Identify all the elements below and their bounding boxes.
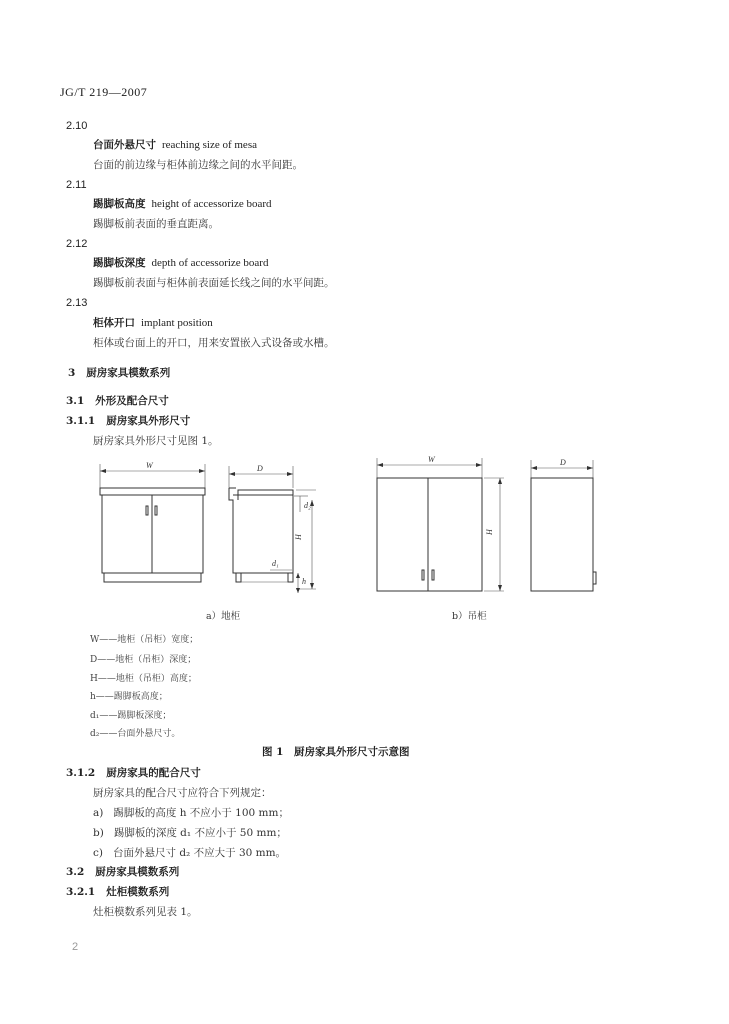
dim-w-label: W <box>146 461 153 470</box>
legend-item: d₁——踢脚板深度； <box>90 711 172 721</box>
section-number: 3.1 <box>66 395 85 407</box>
section-3-2 <box>66 867 179 878</box>
term-en: height of accessorize board <box>151 198 272 210</box>
section-title: 厨房家具模数系列 <box>95 866 180 878</box>
dim-d2-label: d₂ <box>304 501 311 510</box>
term-en: reaching size of mesa <box>162 139 257 151</box>
wall-cabinet-side <box>531 478 593 591</box>
term-number: 2.12 <box>66 238 88 250</box>
term-definition: 踢脚板前表面与柜体前表面延长线之间的水平间距。 <box>93 277 335 289</box>
term-number: 2.10 <box>66 120 88 132</box>
list-text: 踢脚板的深度 d₁ 不应小于 50 mm； <box>113 827 287 839</box>
legend-item: W——地柜（吊柜）宽度； <box>90 635 199 645</box>
document-header: JG/T 219—2007 <box>60 85 148 99</box>
list-label: b) <box>93 827 104 839</box>
page-number: 2 <box>72 941 79 953</box>
term-number: 2.11 <box>66 179 87 191</box>
term-cn: 踢脚板深度 <box>93 257 146 269</box>
dim-d1-label: d₁ <box>272 559 279 568</box>
dim-h-wall-label: H <box>485 529 494 535</box>
term-cn: 踢脚板高度 <box>93 198 146 210</box>
section-title: 厨房家具外形尺寸 <box>106 415 191 427</box>
term-number: 2.13 <box>66 297 88 309</box>
list-item <box>93 848 286 859</box>
front-toe-kick <box>104 573 201 582</box>
section-title: 厨房家具的配合尺寸 <box>106 767 201 779</box>
term-en: depth of accessorize board <box>151 257 269 269</box>
list-item <box>93 808 289 819</box>
legend-item: H——地柜（吊柜）高度； <box>90 674 197 684</box>
section-body: 厨房家具外形尺寸见图 1。 <box>93 435 219 447</box>
term-definition: 台面的前边缘与柜体前边缘之间的水平间距。 <box>93 159 303 171</box>
section-title: 灶柜模数系列 <box>106 886 170 898</box>
section-number: 3 <box>68 367 76 379</box>
term-cn: 台面外悬尺寸 <box>93 139 156 151</box>
list-text: 踢脚板的高度 h 不应小于 100 mm； <box>113 807 289 819</box>
dim-d-wall-label: D <box>560 458 566 467</box>
section-3-1-2 <box>66 768 201 779</box>
legend-item: h——踢脚板高度； <box>90 692 168 702</box>
section-number: 3.2 <box>66 866 85 878</box>
section-body: 灶柜模数系列见表 1。 <box>93 906 198 918</box>
section-body: 厨房家具的配合尺寸应符合下列规定： <box>93 787 272 799</box>
legend-item: D——地柜（吊柜）深度； <box>90 655 197 665</box>
term-cn: 柜体开口 <box>93 317 135 329</box>
section-title: 外形及配合尺寸 <box>95 395 169 407</box>
term-definition: 踢脚板前表面的垂直距离。 <box>93 218 219 230</box>
wall-cabinet-front <box>377 478 482 591</box>
list-label: c) <box>93 847 103 859</box>
list-label: a) <box>93 807 104 819</box>
dim-d-label: D <box>257 464 263 473</box>
section-title: 厨房家具模数系列 <box>86 367 171 379</box>
dim-h-upper-label: H <box>294 534 303 540</box>
section-3-2-1 <box>66 887 169 898</box>
section-number: 3.2.1 <box>66 886 96 898</box>
list-text: 台面外悬尺寸 d₂ 不应大于 30 mm。 <box>113 847 287 859</box>
figure-sub-caption-a: a）地柜 <box>206 611 241 622</box>
legend-item: d₂——台面外悬尺寸。 <box>90 729 181 739</box>
side-cabinet-outline <box>229 488 293 573</box>
dim-w-wall-label: W <box>428 455 435 464</box>
dim-h-small-label: h <box>302 577 306 586</box>
section-number: 3.1.1 <box>66 415 96 427</box>
list-item <box>93 828 287 839</box>
term-en: implant position <box>141 317 213 329</box>
term-definition: 柜体或台面上的开口，用来安置嵌入式设备或水槽。 <box>93 337 335 349</box>
section-number: 3.1.2 <box>66 767 96 779</box>
figure-caption: 图 1 厨房家具外形尺寸示意图 <box>262 746 410 758</box>
figure-sub-caption-b: b）吊柜 <box>452 611 487 622</box>
front-countertop <box>100 488 205 495</box>
